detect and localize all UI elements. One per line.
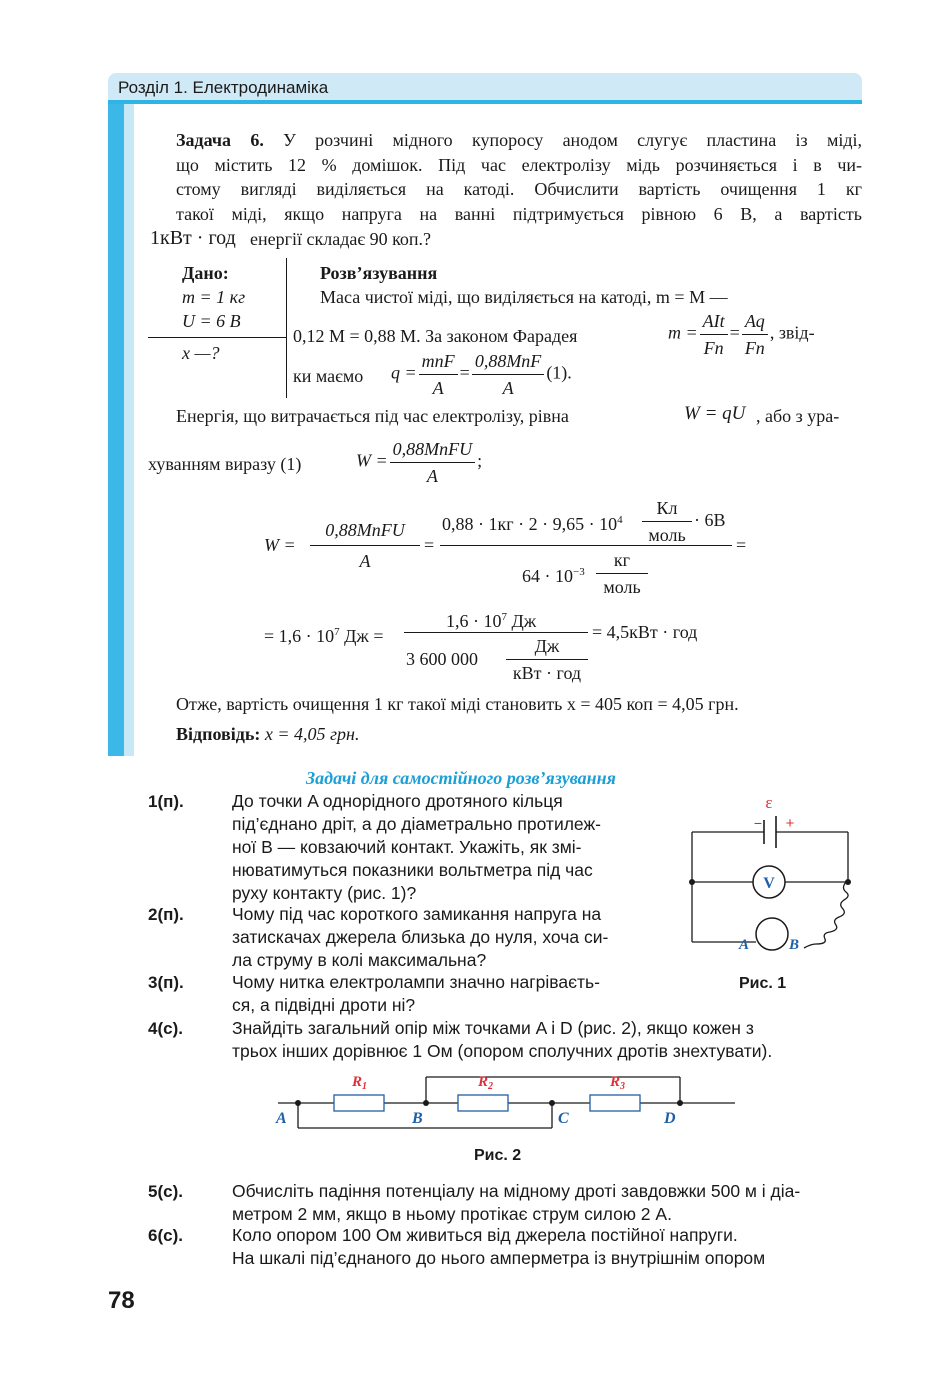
ring-wire-icon bbox=[756, 918, 788, 950]
section-title: Задачі для самостійного розв’язування bbox=[306, 768, 616, 788]
task-text: Коло опором 100 Ом живиться від джерела постійної напруги. На шкалі під’єднаного до нього амперметра із внутрішнім опором bbox=[232, 1225, 766, 1268]
energy-formula-2: W = $\frac{\text{0,88MnFU}}{A}$ ; bbox=[356, 436, 482, 489]
charge-formula: q = $\frac{\text{mnF}}{A}$ = $\frac{\text{0,88MnF}}{A}$ (1). bbox=[391, 348, 572, 401]
faraday-formula: m = $\frac{\text{AIt}}{Fn}$ = $\frac{Aq}{Fn}$ , звід- bbox=[668, 308, 815, 361]
junction-dot bbox=[295, 1100, 301, 1106]
figure-1-circuit bbox=[680, 790, 870, 970]
calc-f1-den: A bbox=[359, 551, 371, 571]
calc-den-unit-den: моль bbox=[603, 577, 641, 597]
calc-r2-num: $1,6 \cdot 10^7$ Дж bbox=[446, 611, 537, 631]
given-find: x —? bbox=[182, 343, 220, 363]
junction-dot bbox=[689, 879, 695, 885]
task-text: Обчисліть падіння потенціалу на мідному дроті завдовжки 500 м і діа- метром 2 мм, якщо в ньому протікає струм силою 2 А. bbox=[232, 1181, 801, 1224]
given-item: U = 6 В bbox=[182, 311, 241, 331]
calc-eq-sign: = bbox=[736, 535, 747, 555]
calc-r2-den-unit-num: Дж bbox=[534, 636, 560, 656]
calc-big-tail: · 6В bbox=[694, 510, 726, 530]
junction-dot bbox=[845, 879, 851, 885]
resistor-r1 bbox=[334, 1095, 384, 1111]
given-vertical-divider bbox=[286, 258, 287, 398]
calc-r2-bar bbox=[404, 632, 588, 633]
problem-line: такої міді, якщо напруга на ванні підтримується рівною 6 В, а вартість bbox=[176, 203, 862, 224]
junction-dot bbox=[423, 1100, 429, 1106]
resistor-r3 bbox=[590, 1095, 640, 1111]
calc-f1-bar bbox=[310, 545, 420, 546]
calc-r2-result: = 4,5кВт · год bbox=[592, 622, 698, 642]
task-number: 6(с). bbox=[148, 1226, 183, 1245]
r2-label: $R_2$ bbox=[478, 1074, 494, 1092]
task-text: До точки A однорідного дротяного кільця під’єднано дріт, а до діаметрально протилеж- ної B — ковзаючий контакт. Укажіть, як змі- нюватимуться показники вольтметра під час руху контакту (рис. 1)? bbox=[232, 791, 602, 903]
calc-eq-sign: = bbox=[424, 535, 435, 555]
calc-unit-bar bbox=[642, 521, 692, 522]
sidebar-accent-bar-light bbox=[124, 104, 134, 756]
task-number: 1(п). bbox=[148, 792, 184, 811]
point-a-label: A bbox=[738, 937, 750, 953]
problem-label: Задача 6. bbox=[176, 130, 264, 150]
given-item: m = 1 кг bbox=[182, 287, 246, 307]
calc-r2-den: 3 600 000 bbox=[406, 649, 478, 669]
calc-unit-den: моль bbox=[648, 525, 686, 545]
energy-line: хуванням виразу (1) bbox=[148, 454, 302, 474]
chapter-title: Розділ 1. Електродинаміка bbox=[118, 78, 329, 97]
point-a-label: A bbox=[276, 1110, 287, 1127]
problem-unit: 1кВт · год bbox=[150, 227, 236, 249]
calc-unit-num: Кл bbox=[656, 498, 678, 518]
r1-label: $R_1$ bbox=[352, 1074, 368, 1092]
solution-line: Маса чистої міді, що виділяється на катоді, m = M — bbox=[320, 287, 728, 307]
energy-line-tail: , або з ура- bbox=[756, 406, 840, 426]
calc-r2-den-unit-bar bbox=[506, 659, 588, 660]
problem-statement bbox=[176, 128, 862, 226]
solution-title: Розв’язування bbox=[320, 263, 438, 283]
conclusion: Отже, вартість очищення 1 кг такої міді становить x = 405 коп = 4,05 грн. bbox=[176, 694, 739, 714]
junction-dot bbox=[549, 1100, 555, 1106]
task-number: 2(п). bbox=[148, 905, 184, 924]
calc-big-bar bbox=[440, 545, 732, 546]
resistor-r2 bbox=[458, 1095, 508, 1111]
task-text: Чому нитка електролампи значно нагріваєть- ся, а підвідні дроти ні? bbox=[232, 972, 600, 1015]
calc-w-eq: W = bbox=[264, 535, 296, 555]
calc-den-unit-bar bbox=[596, 573, 648, 574]
given-divider bbox=[148, 337, 286, 338]
solution-line: 0,12 M = 0,88 M. За законом Фарадея bbox=[293, 326, 578, 346]
energy-formula: W = qU bbox=[684, 403, 746, 424]
problem-line: Задача 6. У розчині мідного купоросу анодом слугує пластина із міді, bbox=[176, 130, 862, 150]
point-d-label: D bbox=[664, 1110, 676, 1127]
point-b-label: B bbox=[788, 937, 800, 953]
problem-line: стому вигляді виділяється на катоді. Обчислити вартість очищення 1 кг bbox=[176, 179, 862, 199]
plus-label: + bbox=[785, 815, 795, 832]
page-number: 78 bbox=[108, 1287, 135, 1314]
task-number: 3(п). bbox=[148, 973, 184, 992]
answer: Відповідь: x = 4,05 грн. bbox=[176, 724, 360, 744]
problem-line: що містить 12 % домішок. Під час електролізу мідь розчиняється і в чи- bbox=[176, 154, 862, 175]
emf-label: ε bbox=[765, 793, 773, 812]
voltmeter-label: V bbox=[763, 875, 775, 892]
calc-big-num: $0,88 \cdot 1кг \cdot 2 \cdot 9,65 \cdot 10^4$ bbox=[442, 514, 623, 534]
point-c-label: C bbox=[558, 1110, 569, 1127]
r3-label: $R_3$ bbox=[610, 1074, 626, 1092]
figure-2-caption: Рис. 2 bbox=[474, 1147, 522, 1164]
calc-den-unit-num: кг bbox=[613, 550, 631, 570]
task-number: 4(с). bbox=[148, 1019, 183, 1038]
problem-last-line: енергії складає 90 коп.? bbox=[250, 229, 432, 249]
task-text: Знайдіть загальний опір між точками A і D (рис. 2), якщо кожен з трьох інших дорівнює 1 Ом (опором сполучних дротів знехтувати). bbox=[232, 1018, 773, 1061]
minus-label: − bbox=[753, 815, 763, 831]
calc-r2-start: = $1,6 \cdot 10^7$ Дж = bbox=[264, 626, 384, 646]
solution-line: ки маємо bbox=[293, 366, 364, 386]
point-b-label: B bbox=[412, 1110, 423, 1127]
calc-r2-den-unit-den: кВт · год bbox=[512, 663, 582, 683]
given-title: Дано: bbox=[182, 263, 229, 283]
energy-line: Енергія, що витрачається під час електролізу, рівна bbox=[176, 406, 569, 426]
header-rule bbox=[108, 100, 862, 104]
figure-1-caption: Рис. 1 bbox=[739, 975, 787, 992]
figure-2-circuit bbox=[270, 1068, 740, 1138]
task-number: 5(с). bbox=[148, 1182, 183, 1201]
sidebar-accent-bar bbox=[108, 104, 124, 756]
task-text: Чому під час короткого замикання напруга на затискачах джерела близька до нуля, хоча си- ла струму в колі максимальна? bbox=[232, 904, 609, 970]
calc-f1-num: 0,88MnFU bbox=[325, 520, 405, 540]
junction-dot bbox=[677, 1100, 683, 1106]
calc-den-main: $64 \cdot 10^{-3}$ bbox=[522, 566, 585, 586]
chapter-header bbox=[108, 73, 862, 101]
